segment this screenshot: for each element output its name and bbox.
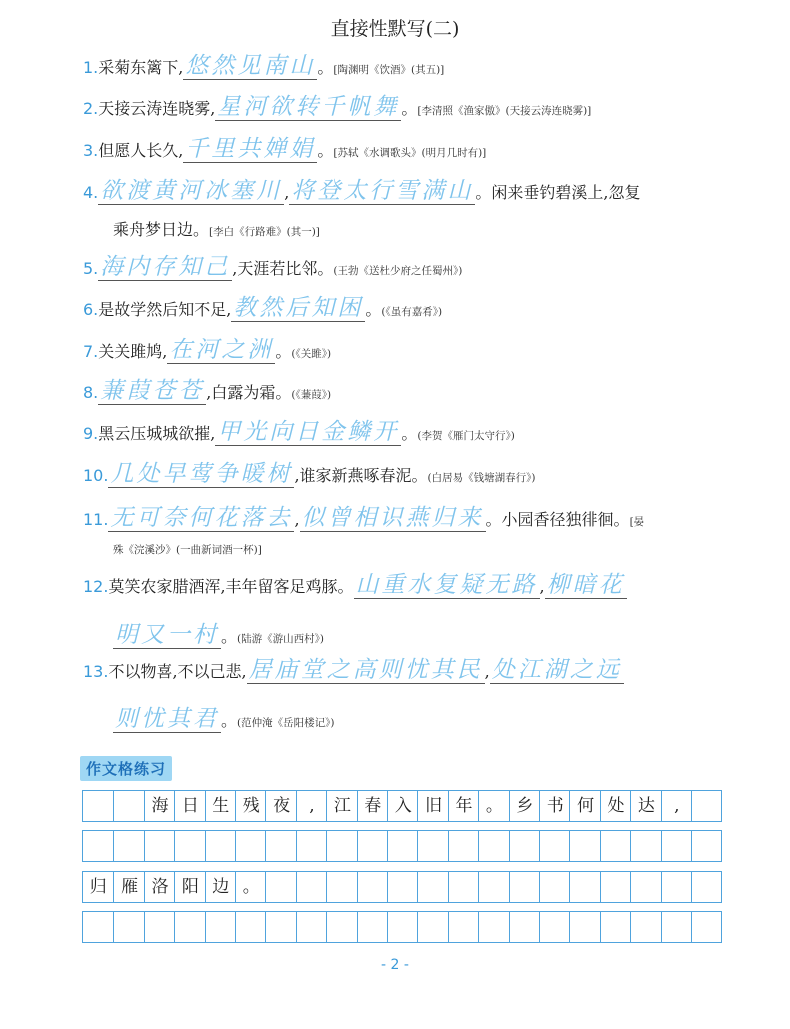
- item-11-line-2: [113, 538, 262, 557]
- answer-text: 无可奈何花落去: [110, 505, 293, 531]
- grid-cell: ,: [661, 791, 692, 821]
- question-text: 。: [401, 99, 418, 118]
- grid-cell: ,: [296, 791, 327, 821]
- question-text: 乘舟梦日边。: [113, 220, 210, 239]
- answer-text: 海内存知己: [100, 254, 231, 280]
- question-text: 莫笑农家腊酒浑,丰年留客足鸡豚。: [108, 577, 354, 596]
- grid-cell: [83, 791, 113, 821]
- grid-cell: 夜: [265, 791, 296, 821]
- item-number: 3.: [83, 141, 99, 160]
- grid-cell: [691, 831, 722, 861]
- item-2: [83, 96, 723, 122]
- answer-text: 甲光向日金鳞开: [217, 419, 400, 445]
- grid-cell: [417, 912, 448, 942]
- question-text: 但愿人长久,: [98, 141, 184, 160]
- grid-cell: [144, 831, 175, 861]
- question-text: 。: [221, 711, 238, 730]
- grid-cell: [357, 912, 388, 942]
- grid-cell: [478, 912, 509, 942]
- answer-text: 处江湖之远: [491, 657, 622, 683]
- grid-cell: [265, 831, 296, 861]
- grid-cell: [417, 872, 448, 902]
- grid-cell: [296, 872, 327, 902]
- source-citation: 殊《浣溪沙》(一曲新词酒一杯)]: [113, 544, 262, 556]
- grid-cell: 残: [235, 791, 266, 821]
- item-9: [83, 421, 723, 447]
- grid-cell: [600, 872, 631, 902]
- item-number: 1.: [83, 58, 99, 77]
- item-3: [83, 138, 723, 164]
- grid-cell: 入: [387, 791, 418, 821]
- source-citation: (《虽有嘉肴》): [381, 306, 443, 318]
- item-number: 4.: [83, 183, 99, 202]
- grid-cell: [569, 912, 600, 942]
- item-number: 8.: [83, 383, 99, 402]
- source-citation: (范仲淹《岳阳楼记》): [237, 717, 335, 729]
- question-text: 不以物喜,不以己悲,: [108, 662, 247, 681]
- source-citation: [苏轼《水调歌头》(明月几时有)]: [333, 147, 487, 159]
- grid-cell: [326, 912, 357, 942]
- item-number: 5.: [83, 259, 99, 278]
- grid-cell: [478, 872, 509, 902]
- grid-cell: [691, 912, 722, 942]
- item-number: 12.: [83, 577, 109, 596]
- grid-cell: [235, 831, 266, 861]
- item-number: 11.: [83, 510, 109, 529]
- item-number: 7.: [83, 342, 99, 361]
- answer-text: 千里共婵娟: [185, 136, 316, 162]
- grid-cell: 旧: [417, 791, 448, 821]
- answer-text: 明又一村: [115, 622, 219, 648]
- item-6: [83, 297, 723, 323]
- grid-cell: 春: [357, 791, 388, 821]
- source-citation: (白居易《钱塘湖春行》): [427, 472, 536, 484]
- answer-text: 欲渡黄河冰塞川: [100, 178, 283, 204]
- source-citation: (《蒹葭》): [291, 389, 332, 401]
- item-10: [83, 463, 723, 489]
- grid-cell: 雁: [113, 872, 144, 902]
- answer-text: 教然后知困: [233, 295, 364, 321]
- grid-cell: [661, 912, 692, 942]
- grid-cell: [691, 791, 722, 821]
- question-text: 。闲来垂钓碧溪上,忽复: [475, 183, 641, 202]
- grid-cell: [569, 872, 600, 902]
- answer-text: 将登太行雪满山: [291, 178, 474, 204]
- question-text: 天接云涛连晓雾,: [98, 99, 216, 118]
- grid-cell: 边: [205, 872, 236, 902]
- grid-cell: 江: [326, 791, 357, 821]
- answer-text: 居庙堂之高则忧其民: [248, 657, 483, 683]
- grid-cell: [448, 912, 479, 942]
- grid-cell: [205, 912, 236, 942]
- grid-cell: [296, 831, 327, 861]
- question-text: 。: [275, 342, 292, 361]
- page-number: - 2 -: [381, 957, 409, 973]
- grid-cell: [326, 872, 357, 902]
- grid-cell: [509, 872, 540, 902]
- item-number: 9.: [83, 424, 99, 443]
- item-number: 6.: [83, 300, 99, 319]
- grid-cell: 日: [174, 791, 205, 821]
- grid-cell: 归: [89, 877, 107, 897]
- grid-cell: [174, 831, 205, 861]
- grid-row: [82, 911, 722, 943]
- grid-cell: 乡: [509, 791, 540, 821]
- question-text: 。: [221, 627, 238, 646]
- grid-cell: [265, 912, 296, 942]
- grid-cell: [630, 831, 661, 861]
- grid-cell: 生: [205, 791, 236, 821]
- grid-cell: [600, 831, 631, 861]
- grid-cell: [600, 912, 631, 942]
- grid-cell: [265, 872, 296, 902]
- grid-cell: [357, 872, 388, 902]
- answer-text: 星河欲转千帆舞: [217, 94, 400, 120]
- answer-text: 山重水复疑无路: [355, 572, 538, 598]
- source-citation: (王勃《送杜少府之任蜀州》): [333, 265, 463, 277]
- grid-cell: [417, 831, 448, 861]
- answer-text: 似曾相识燕归来: [301, 505, 484, 531]
- grid-cell: 海: [144, 791, 175, 821]
- grid-cell: [387, 912, 418, 942]
- grid-cell: [83, 912, 113, 942]
- grid-cell: 。: [478, 791, 509, 821]
- grid-cell: [174, 912, 205, 942]
- item-1: [83, 55, 723, 81]
- item-number: 2.: [83, 99, 99, 118]
- grid-cell: 阳: [174, 872, 205, 902]
- item-8: [83, 380, 723, 406]
- grid-cell: [478, 831, 509, 861]
- question-text: 关关雎鸠,: [98, 342, 168, 361]
- grid-cell: [630, 872, 661, 902]
- question-text: 。: [317, 58, 334, 77]
- grid-cell: [661, 872, 692, 902]
- grid-cell: [205, 831, 236, 861]
- question-text: 。: [317, 141, 334, 160]
- source-citation: [李白《行路难》(其一)]: [209, 226, 320, 238]
- grid-cell: 书: [539, 791, 570, 821]
- question-text: ,: [284, 183, 290, 202]
- grid-row: [82, 871, 722, 903]
- grid-cell: [144, 912, 175, 942]
- grid-cell: [448, 831, 479, 861]
- grid-cell: [296, 912, 327, 942]
- question-text: 黑云压城城欲摧,: [98, 424, 216, 443]
- item-5: [83, 256, 723, 282]
- question-text: ,: [539, 577, 545, 596]
- item-13-line-2: [113, 700, 334, 733]
- item-4-line-2: [113, 217, 320, 240]
- item-12-line-2: [113, 616, 324, 649]
- grid-cell: [387, 872, 418, 902]
- question-text: ,天涯若比邻。: [232, 259, 334, 278]
- question-text: 是故学然后知不足,: [98, 300, 232, 319]
- grid-cell: [539, 872, 570, 902]
- item-number: 10.: [83, 466, 109, 485]
- grid-cell: [509, 912, 540, 942]
- grid-row: [82, 830, 722, 862]
- grid-cell: [387, 831, 418, 861]
- answer-text: 在河之洲: [169, 337, 274, 363]
- question-text: 。小园香径独徘徊。: [485, 510, 630, 529]
- question-text: 。: [401, 424, 418, 443]
- item-number: 13.: [83, 662, 109, 681]
- question-text: ,: [294, 510, 300, 529]
- grid-cell: [539, 912, 570, 942]
- item-13: [83, 659, 723, 683]
- grid-cell: [235, 912, 266, 942]
- question-text: ,: [484, 662, 490, 681]
- question-text: 采菊东篱下,: [98, 58, 184, 77]
- source-citation: (《关雎》): [291, 348, 332, 360]
- item-7: [83, 339, 723, 365]
- source-citation: (陆游《游山西村》): [237, 633, 324, 645]
- grid-row: [82, 790, 722, 822]
- practice-section-label: 作文格练习: [80, 756, 172, 781]
- question-text: ,白露为霜。: [206, 383, 292, 402]
- source-citation: [陶渊明《饮酒》(其五)]: [333, 64, 445, 76]
- grid-cell: [691, 872, 722, 902]
- grid-cell: 年: [448, 791, 479, 821]
- grid-cell: [113, 912, 144, 942]
- source-citation: [李清照《渔家傲》(天接云涛连晓雾)]: [417, 105, 592, 117]
- grid-cell: 洛: [144, 872, 175, 902]
- grid-cell: [630, 912, 661, 942]
- grid-cell: [539, 831, 570, 861]
- grid-cell: [569, 831, 600, 861]
- grid-cell: [661, 831, 692, 861]
- grid-cell: [113, 831, 144, 861]
- grid-cell: 处: [600, 791, 631, 821]
- grid-cell: 何: [569, 791, 600, 821]
- source-citation: (李贺《雁门太守行》): [417, 430, 515, 442]
- grid-cell: [326, 831, 357, 861]
- grid-cell: 达: [630, 791, 661, 821]
- grid-cell: [113, 791, 144, 821]
- source-citation: [晏: [629, 516, 645, 528]
- answer-text: 则忧其君: [115, 706, 219, 732]
- grid-cell: [357, 831, 388, 861]
- item-12: [83, 574, 723, 598]
- question-text: 。: [365, 300, 382, 319]
- page-title: 直接性默写(二): [330, 18, 460, 40]
- grid-cell: [83, 831, 113, 861]
- answer-text: 柳暗花: [546, 572, 625, 598]
- question-text: ,谁家新燕啄春泥。: [294, 466, 428, 485]
- item-11: [83, 507, 723, 533]
- item-4: [83, 180, 723, 204]
- answer-text: 几处早莺争暖树: [110, 461, 293, 487]
- answer-text: 悠然见南山: [185, 53, 316, 79]
- grid-cell: [448, 872, 479, 902]
- answer-text: 蒹葭苍苍: [100, 378, 205, 404]
- grid-cell: [509, 831, 540, 861]
- grid-cell: 。: [235, 872, 266, 902]
